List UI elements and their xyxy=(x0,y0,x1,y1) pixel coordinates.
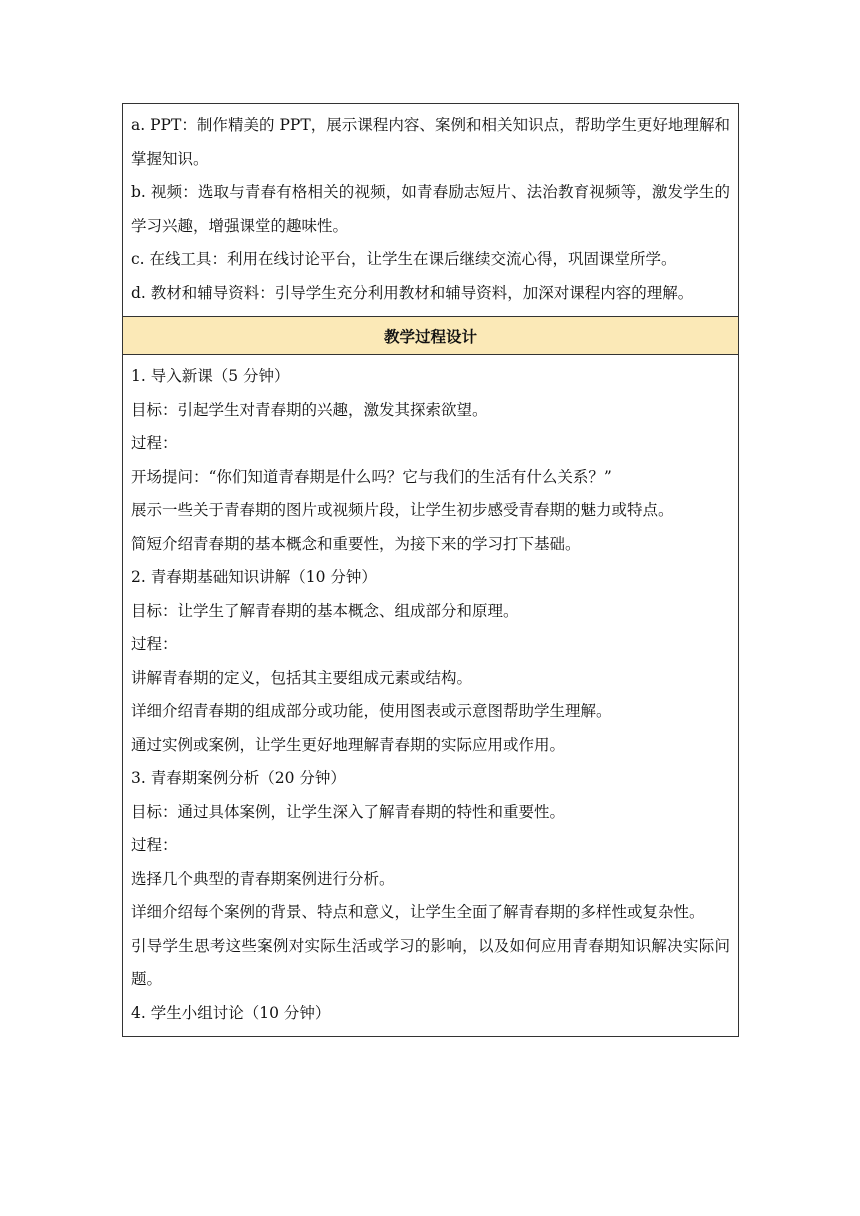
step-3-process-label: 过程： xyxy=(131,836,178,854)
teaching-resources-cell xyxy=(123,104,738,316)
step-3-item: 详细介绍每个案例的背景、特点和意义，让学生全面了解青春期的多样性或复杂性。 xyxy=(131,903,705,921)
step-1-goal: 目标：引起学生对青春期的兴趣，激发其探索欲望。 xyxy=(131,400,488,419)
step-3-title: 3. 青春期案例分析（20 分钟） xyxy=(131,769,346,787)
step-2-process-label: 过程： xyxy=(131,635,178,653)
step-2-goal: 目标：让学生了解青春期的基本概念、组成部分和原理。 xyxy=(131,601,519,620)
section-header-title: 教学过程设计 xyxy=(383,327,477,346)
step-1-item: 开场提问：“你们知道青春期是什么吗？它与我们的生活有什么关系？” xyxy=(131,467,612,486)
step-4-title: 4. 学生小组讨论（10 分钟） xyxy=(131,1003,331,1022)
step-2-title: 2. 青春期基础知识讲解（10 分钟） xyxy=(131,568,377,586)
step-1-item: 简短介绍青春期的基本概念和重要性，为接下来的学习打下基础。 xyxy=(131,534,581,553)
lesson-plan-table xyxy=(122,103,739,1037)
step-2-item: 讲解青春期的定义，包括其主要组成元素或结构。 xyxy=(131,668,473,687)
resource-textbooks: d. 教材和辅导资料：引导学生充分利用教材和辅导资料，加深对课程内容的理解。 xyxy=(131,283,694,302)
step-2-item: 详细介绍青春期的组成部分或功能，使用图表或示意图帮助学生理解。 xyxy=(131,702,612,720)
step-1-process-label: 过程： xyxy=(131,434,178,452)
resource-online-tools: c. 在线工具：利用在线讨论平台，让学生在课后继续交流心得，巩固课堂所学。 xyxy=(131,250,677,268)
step-1-item: 展示一些关于青春期的图片或视频片段，让学生初步感受青春期的魅力或特点。 xyxy=(131,501,674,519)
resource-video: b. 视频：选取与青春有格相关的视频，如青春励志短片、法治教育视频等，激发学生的学习兴趣，增强课堂的趣味性。 xyxy=(131,183,730,235)
step-3-item: 引导学生思考这些案例对实际生活或学习的影响，以及如何应用青春期知识解决实际问题。 xyxy=(131,936,730,988)
step-3-goal: 目标：通过具体案例，让学生深入了解青春期的特性和重要性。 xyxy=(131,802,566,821)
resource-ppt: a. PPT：制作精美的 PPT，展示课程内容、案例和相关知识点，帮助学生更好地理解和掌握知识。 xyxy=(131,116,730,168)
teaching-process-cell xyxy=(123,354,738,1036)
step-1-title: 1. 导入新课（5 分钟） xyxy=(131,367,290,385)
step-2-item: 通过实例或案例，让学生更好地理解青春期的实际应用或作用。 xyxy=(131,735,566,754)
section-header-row xyxy=(123,316,738,354)
step-3-item: 选择几个典型的青春期案例进行分析。 xyxy=(131,869,395,888)
